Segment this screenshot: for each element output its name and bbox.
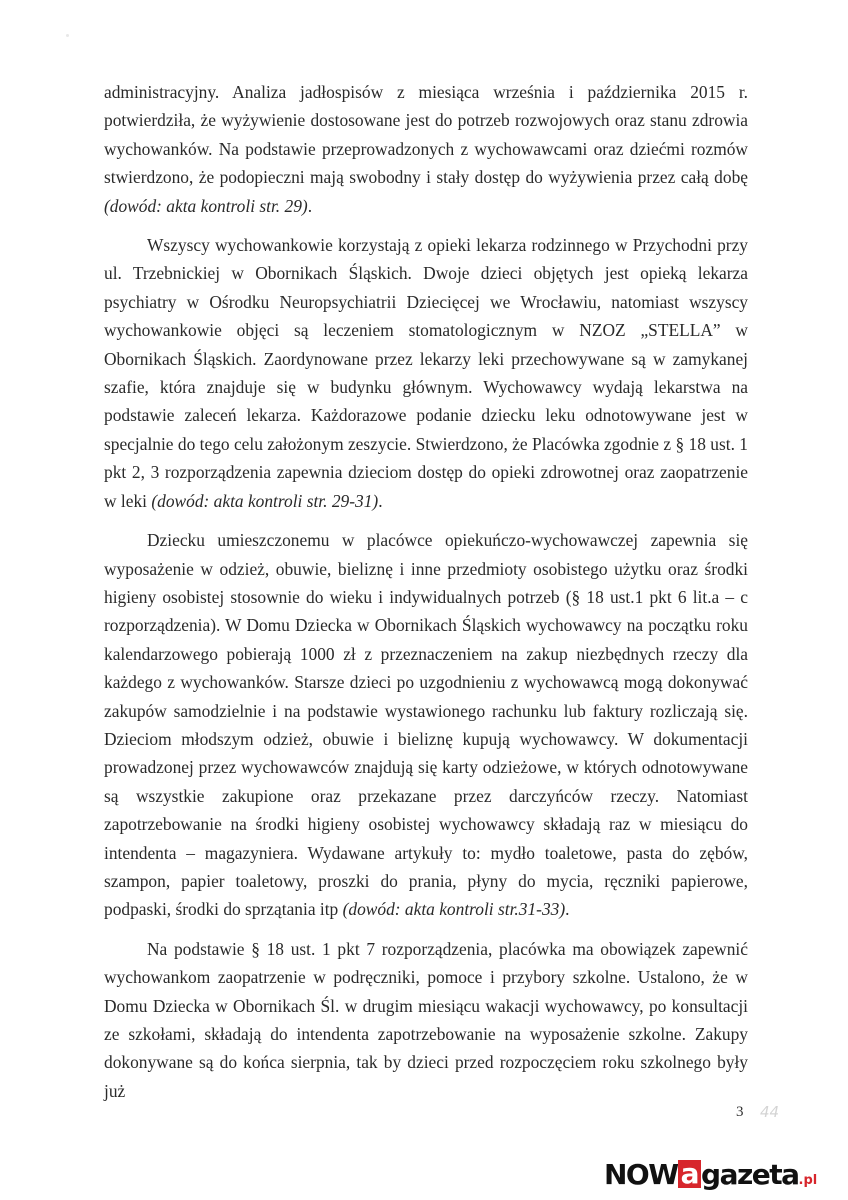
watermark-text-a: a xyxy=(678,1160,701,1188)
watermark-text-tld: .pl xyxy=(798,1173,818,1188)
paragraph-text: Na podstawie § 18 ust. 1 pkt 7 rozporządzenia, placówka ma obowiązek zapewnić wychowankom zaopatrzenie w podręczniki, pomoce i przybory szkolne. Ustalono, że w Domu Dziecka w Obornikach Śl. w drugim miesiącu wakacji wychowawcy, po konsultacji ze szkołami, składają do intendenta zapotrzebowanie na wyposażenie szkolne. Zakupy dokonywane są do końca sierpnia, tak by dzieci przed rozpoczęciem roku szkolnego były już xyxy=(104,938,748,1101)
paragraph-text: Dziecku umieszczonemu w placówce opiekuńczo-wychowawczej zapewnia się wyposażenie w odzież, obuwie, bieliznę i inne przedmioty osobistego użytku oraz środki higieny osobistej stosownie do wieku i indywidualnych potrzeb (§ 18 ust.1 pkt 6 lit.a – c rozporządzenia). W Domu Dziecka w Obornikach Śląskich wychowawcy na początku roku kalendarzowego pobierają 1000 zł z przeznaczeniem na zakup niezbędnych rzeczy dla każdego z wychowanków. Starsze dzieci po uzgodnieniu z wychowawcą mogą dokonywać zakupów samodzielnie i na podstawie wystawionego rachunku lub faktury rozliczają się. Dzieciom młodszym odzież, obuwie i bieliznę kupują wychowawcy. W dokumentacji prowadzonej przez wychowawców znajdują się karty odzieżowe, w których odnotowywane są wszystkie zakupione oraz przekazane przez darczyńców rzeczy. Natomiast zapotrzebowanie na środki higieny osobistej wychowawcy składają raz w miesiącu do intendenta – magazyniera. Wydawane artykuły to: mydło toaletowe, pasta do zębów, szampon, papier toaletowy, proszki do prania, płyny do mycia, ręczniki papierowe, podpaski, środki do sprzątania itp xyxy=(104,530,748,920)
paragraph xyxy=(104,935,748,1105)
paragraph-text: Wszyscy wychowankowie korzystają z opieki lekarza rodzinnego w Przychodni przy ul. Trzebnickiej w Obornikach Śląskich. Dwoje dzieci objętych jest opieką lekarza psychiatry w Ośrodku Neuropsychiatrii Dziecięcej we Wrocławiu, natomiast wszyscy wychowankowie objęci są leczeniem stomatologicznym w NZOZ „STELLA” w Obornikach Śląskich. Zaordynowane przez lekarzy leki przechowywane są w zamykanej szafie, która znajduje się w budynku głównym. Wychowawcy wydają lekarstwa na podstawie zaleceń lekarza. Każdorazowe podanie dziecku leku odnotowywane jest w specjalnie do tego celu założonym zeszycie. Stwierdzono, że Placówka zgodnie z § 18 ust. 1 pkt 2, 3 rozporządzenia zapewnia dzieciom dostęp do opieki zdrowotnej oraz zaopatrzenie w leki xyxy=(104,235,748,511)
nowagazeta-watermark xyxy=(604,1158,838,1192)
watermark-text-gazeta: gazeta xyxy=(701,1158,799,1191)
paragraph-text: administracyjny. Analiza jadłospisów z miesiąca września i października 2015 r. potwierdziła, że wyżywienie dostosowane jest do potrzeb rozwojowych oraz stanu zdrowia wychowanków. Na podstawie przeprowadzonych z wychowawcami oraz dziećmi rozmów stwierdzono, że podopieczni mają swobodny i stały dostęp do wyżywienia przez całą dobę xyxy=(104,82,748,188)
watermark-text-now: NOW xyxy=(604,1158,678,1191)
scan-speck xyxy=(66,34,69,37)
document-body xyxy=(104,78,748,1116)
paragraph xyxy=(104,526,748,924)
paragraph xyxy=(104,78,748,220)
evidence-citation: (dowód: akta kontroli str. 29-31) xyxy=(151,490,379,511)
paragraph-tail: . xyxy=(307,195,313,216)
page-note: 44 xyxy=(760,1103,780,1121)
paragraph-tail: . xyxy=(378,490,383,511)
page-number: 3 xyxy=(736,1104,744,1120)
evidence-citation: (dowód: akta kontroli str.31-33) xyxy=(342,899,566,920)
evidence-citation: (dowód: akta kontroli str. 29) xyxy=(104,195,308,216)
paragraph xyxy=(104,231,748,515)
paragraph-tail: . xyxy=(565,899,570,920)
